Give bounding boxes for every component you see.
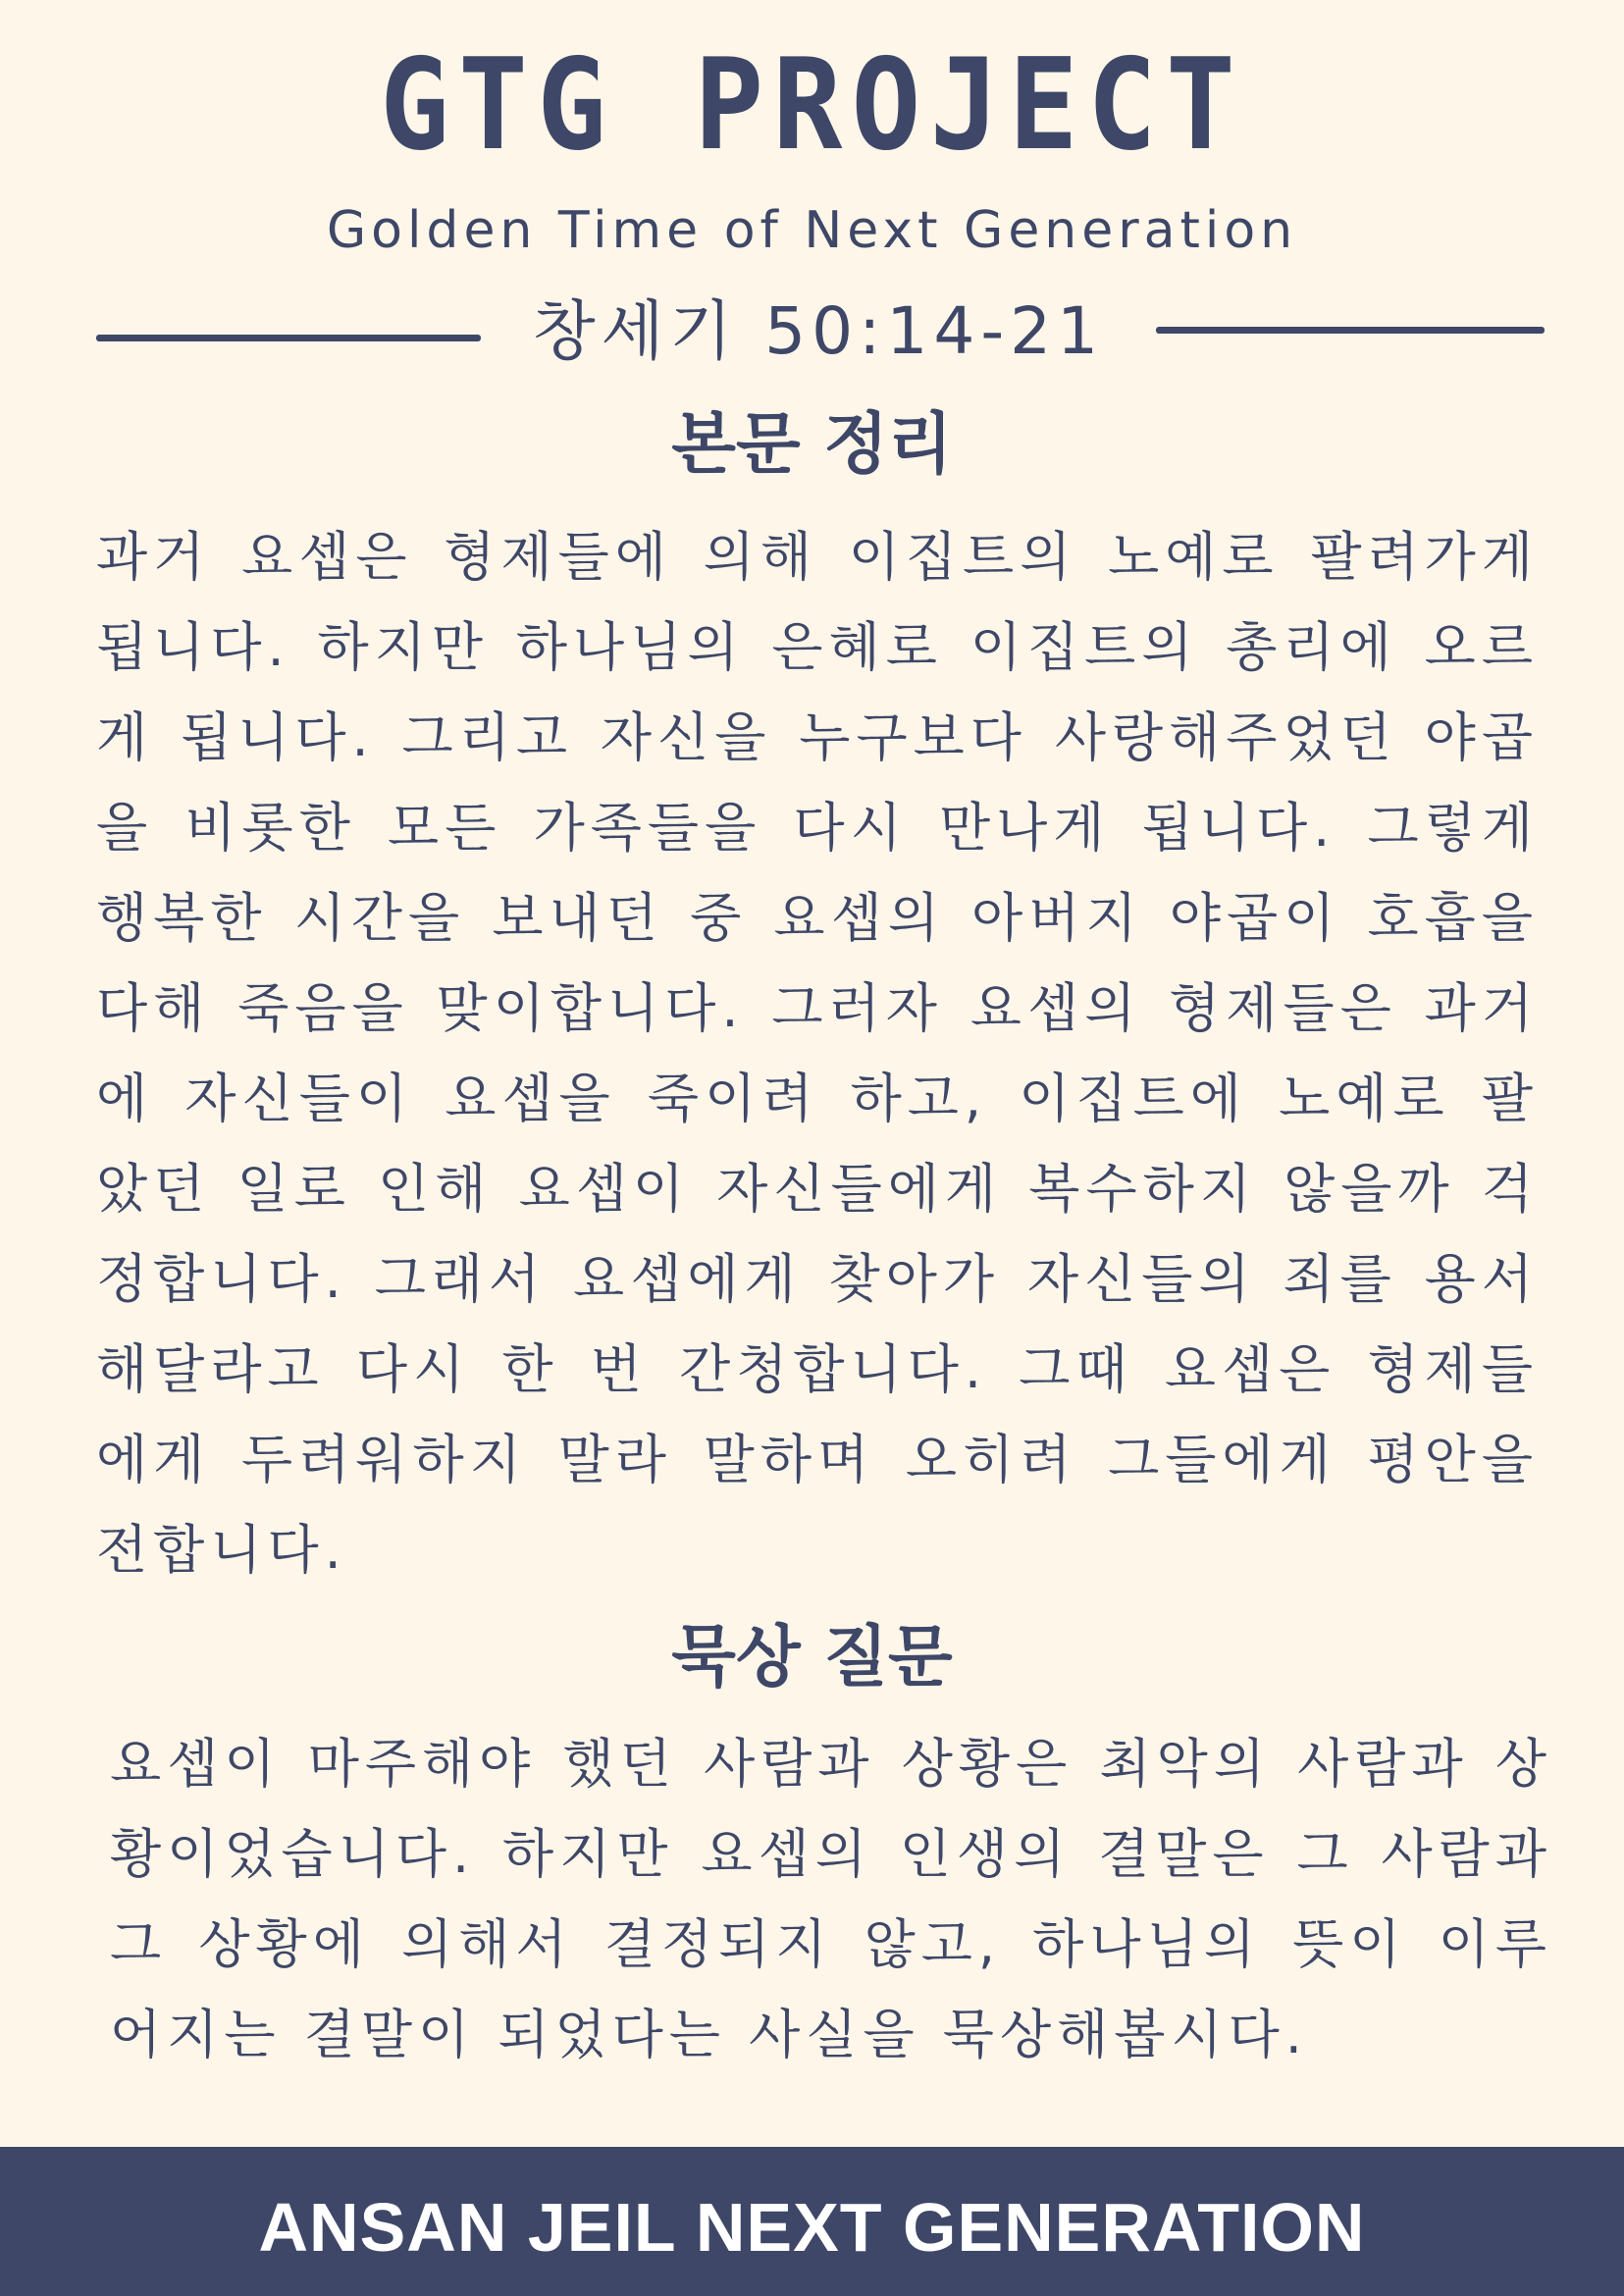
right-divider-line [1156, 327, 1545, 334]
meditation-question-heading: 묵상 질문 [671, 1619, 953, 1696]
meditation-line: 그 상황에 의해서 결정되지 않고, 하나님의 뜻이 이루 [110, 1913, 1552, 1975]
scripture-reference: 창세기 50:14-21 [532, 293, 1105, 369]
page-subtitle: Golden Time of Next Generation [326, 201, 1298, 260]
meditation-line: 황이었습니다. 하지만 요셉의 인생의 결말은 그 사람과 [110, 1823, 1552, 1885]
passage-line: 에 자신들이 요셉을 죽이려 하고, 이집트에 노예로 팔 [96, 1068, 1539, 1129]
passage-line: 전합니다. [96, 1519, 347, 1581]
footer-banner [0, 2147, 1624, 2296]
meditation-line: 요셉이 마주해야 했던 사람과 상황은 최악의 사람과 상 [110, 1733, 1552, 1795]
passage-line: 에게 두려워하지 말라 말하며 오히려 그들에게 평안을 [96, 1429, 1539, 1490]
page-title: GTG PROJECT [379, 32, 1245, 179]
passage-summary-heading: 본문 정리 [671, 406, 953, 484]
passage-line: 됩니다. 하지만 하나님의 은혜로 이집트의 총리에 오르 [96, 616, 1539, 678]
passage-line: 과거 요셉은 형제들에 의해 이집트의 노예로 팔려가게 [96, 526, 1539, 588]
meditation-line: 어지는 결말이 되었다는 사실을 묵상해봅시다. [110, 2004, 1308, 2065]
passage-line: 다해 죽음을 맞이합니다. 그러자 요셉의 형제들은 과거 [96, 977, 1539, 1039]
passage-line: 을 비롯한 모든 가족들을 다시 만나게 됩니다. 그렇게 [96, 797, 1539, 859]
passage-line: 행복한 시간을 보내던 중 요셉의 아버지 야곱이 호흡을 [96, 887, 1539, 949]
passage-line: 해달라고 다시 한 번 간청합니다. 그때 요셉은 형제들 [96, 1338, 1539, 1400]
passage-line: 았던 일로 인해 요셉이 자신들에게 복수하지 않을까 걱 [96, 1158, 1539, 1220]
passage-line: 게 됩니다. 그리고 자신을 누구보다 사랑해주었던 야곱 [96, 706, 1539, 768]
passage-summary-text [96, 512, 1539, 1595]
footer-text: ANSAN JEIL NEXT GENERATION [258, 2189, 1366, 2266]
passage-line: 정합니다. 그래서 요셉에게 찾아가 자신들의 죄를 용서 [96, 1248, 1539, 1310]
meditation-question-text [110, 1719, 1552, 2080]
left-divider-line [96, 335, 481, 341]
